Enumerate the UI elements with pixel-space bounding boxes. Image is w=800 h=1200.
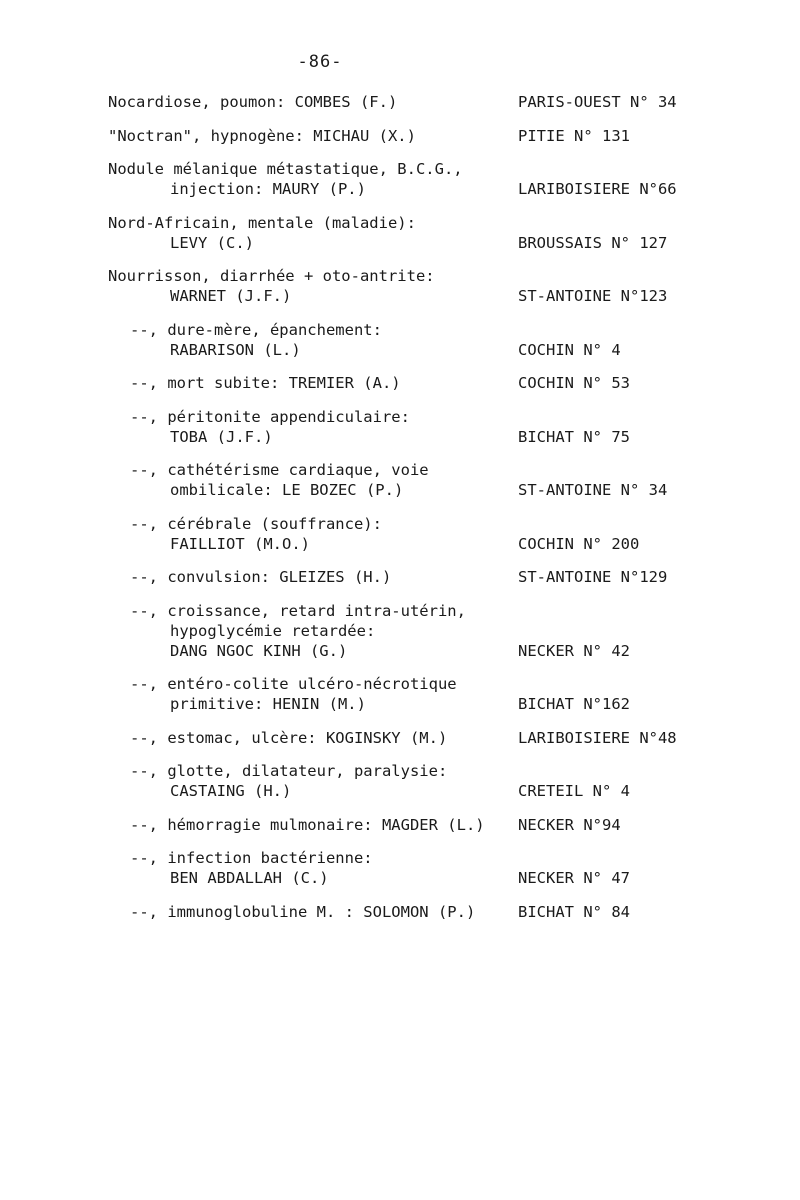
entry-text bbox=[108, 514, 513, 554]
entry-line: TOBA (J.F.) bbox=[170, 427, 273, 446]
entry-line: LEVY (C.) bbox=[170, 233, 254, 252]
entry-text bbox=[108, 266, 513, 306]
entry-line: CASTAING (H.) bbox=[170, 782, 292, 800]
page-number: -86- bbox=[297, 52, 343, 72]
index-subentry bbox=[108, 407, 708, 447]
entry-hospital: PITIE N° 131 bbox=[518, 126, 630, 145]
entry-line: --, mort subite: TREMIER (A.) bbox=[130, 374, 401, 392]
entry-text bbox=[108, 902, 513, 922]
entry-line: BEN ABDALLAH (C.) bbox=[170, 869, 329, 887]
entry-hospital: BICHAT N° 75 bbox=[518, 427, 630, 446]
entry-text bbox=[108, 848, 513, 888]
entry-line: --, entéro-colite ulcéro-nécrotique bbox=[130, 675, 457, 693]
index-subentry bbox=[108, 514, 708, 554]
entry-line: Nord-Africain, mentale (maladie): bbox=[108, 213, 416, 232]
index-subentry bbox=[108, 761, 708, 801]
entry-hospital: LARIBOISIERE N°48 bbox=[518, 728, 677, 747]
entry-text bbox=[108, 126, 513, 146]
entry-text bbox=[108, 373, 513, 393]
entry-line: injection: MAURY (P.) bbox=[170, 180, 366, 198]
entry-hospital: COCHIN N° 53 bbox=[518, 374, 630, 392]
entry-text bbox=[108, 567, 513, 587]
entry-line: Nourrisson, diarrhée + oto-antrite: bbox=[108, 267, 435, 285]
entry-line: --, cérébrale (souffrance): bbox=[130, 514, 382, 533]
entry-text bbox=[108, 728, 513, 748]
entry-line: FAILLIOT (M.O.) bbox=[170, 534, 310, 553]
entry-text bbox=[108, 407, 513, 447]
entry-text bbox=[108, 674, 513, 714]
entry-line: --, hémorragie mulmonaire: MAGDER (L.) bbox=[130, 815, 485, 834]
entry-line: --, croissance, retard intra-utérin, bbox=[130, 601, 466, 620]
entry-line: --, convulsion: GLEIZES (H.) bbox=[130, 568, 392, 586]
entry-line: --, cathétérisme cardiaque, voie bbox=[130, 461, 429, 479]
index-entries bbox=[108, 92, 708, 935]
entry-hospital: BICHAT N°162 bbox=[518, 695, 630, 713]
entry-hospital: NECKER N° 47 bbox=[518, 869, 630, 887]
entry-line: --, péritonite appendiculaire: bbox=[130, 407, 410, 426]
entry-text bbox=[108, 601, 513, 661]
entry-line: Nocardiose, poumon: COMBES (F.) bbox=[108, 93, 398, 111]
index-subentry bbox=[108, 902, 708, 922]
entry-line: hypoglycémie retardée: bbox=[170, 621, 376, 640]
entry-hospital: NECKER N° 42 bbox=[518, 641, 630, 660]
entry-hospital: NECKER N°94 bbox=[518, 815, 621, 834]
entry-text bbox=[108, 761, 513, 801]
index-subentry bbox=[108, 460, 708, 500]
entry-line: --, glotte, dilatateur, paralysie: bbox=[130, 762, 448, 780]
entry-text bbox=[108, 460, 513, 500]
index-subentry bbox=[108, 320, 708, 360]
index-entry bbox=[108, 92, 708, 112]
entry-line: --, immunoglobuline M. : SOLOMON (P.) bbox=[130, 902, 476, 921]
entry-text bbox=[108, 213, 513, 253]
entry-line: ombilicale: LE BOZEC (P.) bbox=[170, 481, 404, 499]
entry-line: DANG NGOC KINH (G.) bbox=[170, 641, 348, 660]
index-entry bbox=[108, 159, 708, 199]
entry-text bbox=[108, 815, 513, 835]
index-subentry bbox=[108, 848, 708, 888]
entry-hospital: LARIBOISIERE N°66 bbox=[518, 180, 677, 198]
entry-hospital: ST-ANTOINE N° 34 bbox=[518, 481, 668, 499]
entry-line: --, estomac, ulcère: KOGINSKY (M.) bbox=[130, 728, 448, 747]
entry-hospital: BICHAT N° 84 bbox=[518, 902, 630, 921]
entry-hospital: ST-ANTOINE N°123 bbox=[518, 287, 668, 305]
entry-line: --, dure-mère, épanchement: bbox=[130, 320, 382, 339]
index-entry bbox=[108, 213, 708, 253]
index-entry bbox=[108, 266, 708, 306]
index-subentry bbox=[108, 674, 708, 714]
index-entry bbox=[108, 126, 708, 146]
entry-line: Nodule mélanique métastatique, B.C.G., bbox=[108, 160, 463, 178]
index-subentry bbox=[108, 815, 708, 835]
entry-line: RABARISON (L.) bbox=[170, 340, 301, 359]
entry-line: WARNET (J.F.) bbox=[170, 287, 292, 305]
entry-hospital: COCHIN N° 200 bbox=[518, 534, 640, 553]
index-subentry bbox=[108, 373, 708, 393]
entry-line: --, infection bactérienne: bbox=[130, 849, 373, 867]
index-subentry bbox=[108, 567, 708, 587]
entry-hospital: ST-ANTOINE N°129 bbox=[518, 568, 668, 586]
entry-hospital: PARIS-OUEST N° 34 bbox=[518, 93, 677, 111]
entry-text bbox=[108, 92, 513, 112]
entry-hospital: BROUSSAIS N° 127 bbox=[518, 233, 668, 252]
index-subentry bbox=[108, 601, 708, 661]
entry-hospital: CRETEIL N° 4 bbox=[518, 782, 630, 800]
entry-line: primitive: HENIN (M.) bbox=[170, 695, 366, 713]
entry-text bbox=[108, 159, 513, 199]
index-subentry bbox=[108, 728, 708, 748]
entry-hospital: COCHIN N° 4 bbox=[518, 340, 621, 359]
entry-line: "Noctran", hypnogène: MICHAU (X.) bbox=[108, 126, 416, 145]
entry-text bbox=[108, 320, 513, 360]
